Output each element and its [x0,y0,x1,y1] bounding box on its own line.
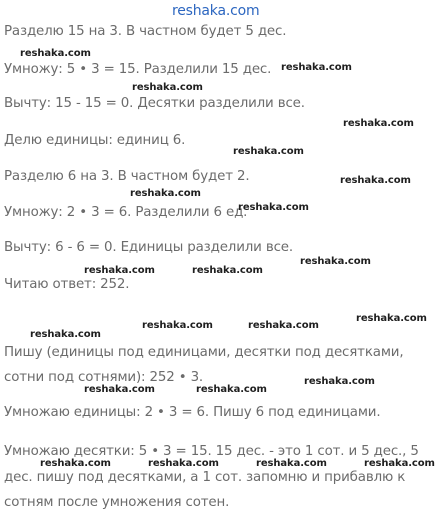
watermark: reshaka.com [148,458,219,469]
watermark: reshaka.com [192,265,263,276]
solution-line: Читаю ответ: 252. [4,277,130,292]
watermark: reshaka.com [356,313,427,324]
watermark: reshaka.com [248,320,319,331]
site-watermark-header: reshaka.com [172,3,260,19]
solution-line: Умножу: 5 • 3 = 15. Разделили 15 дес. [4,62,272,77]
solution-line: Умножаю единицы: 2 • 3 = 6. Пишу 6 под единицами. [4,405,381,420]
watermark: reshaka.com [300,256,371,267]
solution-line: Пишу (единицы под единицами, десятки под десятками, [4,345,404,360]
watermark: reshaka.com [238,202,309,213]
watermark: reshaka.com [196,384,267,395]
solution-line: сотням после умножения сотен. [4,495,230,510]
solution-line: Делю единицы: единиц 6. [4,133,186,148]
watermark: reshaka.com [30,329,101,340]
solution-line: дес. пишу под десятками, а 1 сот. запомню и прибавлю к [4,470,406,485]
solution-line: Разделю 6 на 3. В частном будет 2. [4,169,250,184]
watermark: reshaka.com [40,458,111,469]
watermark: reshaka.com [343,118,414,129]
watermark: reshaka.com [142,320,213,331]
watermark: reshaka.com [130,188,201,199]
solution-line: сотни под сотнями): 252 • 3. [4,370,204,385]
solution-line: Разделю 15 на 3. В частном будет 5 дес. [4,24,287,39]
watermark: reshaka.com [281,62,352,73]
solution-line: Умножу: 2 • 3 = 6. Разделили 6 ед. [4,205,248,220]
watermark: reshaka.com [340,175,411,186]
watermark: reshaka.com [304,376,375,387]
watermark: reshaka.com [20,48,91,59]
watermark: reshaka.com [233,146,304,157]
solution-line: Вычту: 15 - 15 = 0. Десятки разделили все. [4,96,305,111]
watermark: reshaka.com [256,458,327,469]
watermark: reshaka.com [364,458,435,469]
solution-line: Умножаю десятки: 5 • 3 = 15. 15 дес. - это 1 сот. и 5 дес., 5 [4,444,419,459]
solution-line: Вычту: 6 - 6 = 0. Единицы разделили все. [4,240,293,255]
watermark: reshaka.com [84,265,155,276]
watermark: reshaka.com [132,82,203,93]
watermark: reshaka.com [84,384,155,395]
